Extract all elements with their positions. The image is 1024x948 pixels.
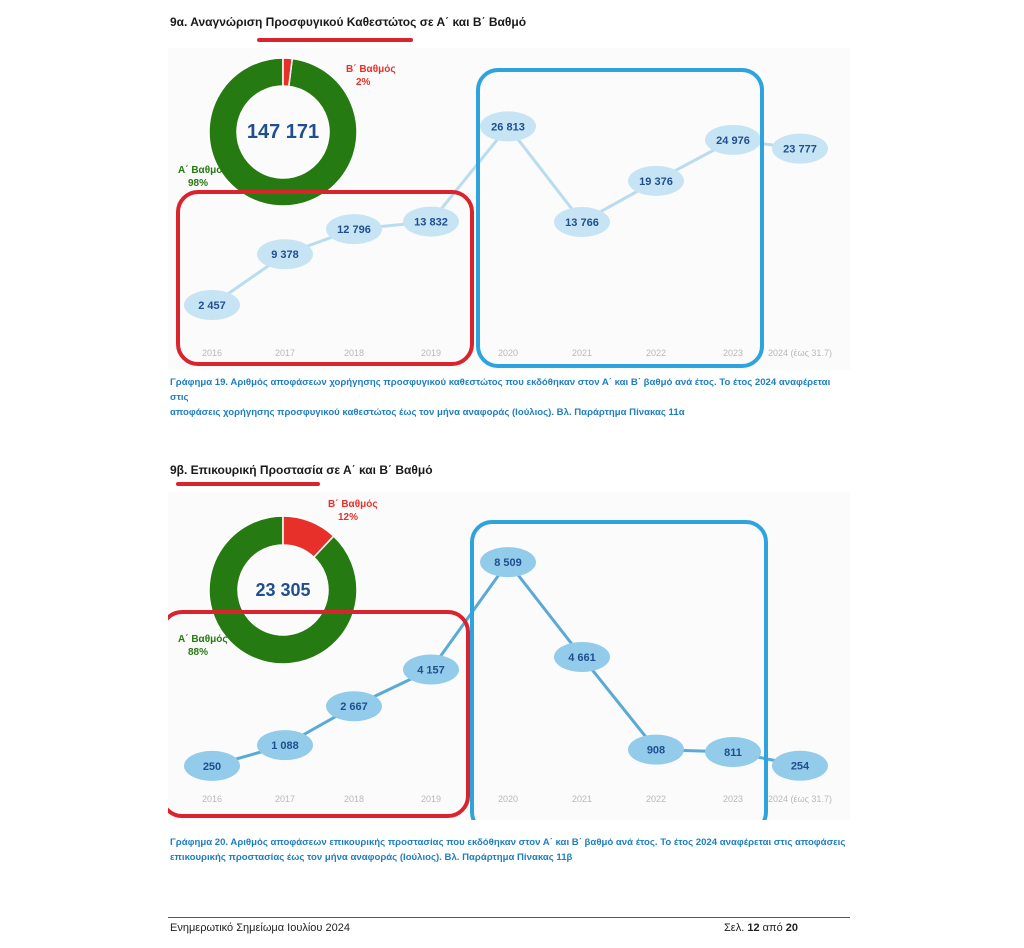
data-label: 4 661 [568,652,596,665]
data-point-2017 [257,239,313,269]
data-label: 12 796 [337,224,371,237]
subsidiary-protection-chart-svg [168,492,850,820]
data-point-2017 [257,730,313,760]
data-label: 1 088 [271,740,299,753]
x-tick-label: 2018 [343,794,365,804]
x-tick-label: 2024 (έως 31.7) [768,348,832,358]
series-line [212,126,800,305]
data-point-2016 [184,751,240,781]
donut-label-first-instance-percent: 88% [188,647,209,658]
caption-line: αποφάσεις χορήγησης προσφυγικού καθεστώτος έως τον μήνα αναφοράς (Ιούλιος). Βλ. Παράρτημα Πίνακας 11α [170,407,685,418]
data-label: 250 [202,760,222,773]
data-point-2022 [628,735,684,765]
x-tick-label: 2021 [571,348,593,358]
data-label: 4 157 [417,664,445,677]
caption-chart-20 [170,835,850,865]
x-tick-label: 2023 [722,794,744,804]
data-point-2018 [326,214,382,244]
donut-label-first-instance-name: Α΄ Βαθμός [178,634,228,645]
x-tick-label: 2020 [497,348,519,358]
data-point-2016 [184,290,240,320]
inset-donut-chart [178,58,396,206]
data-point-2024 (έως 31.7) [772,751,828,781]
page-total: 20 [785,922,799,934]
page-prefix: Σελ. [724,922,748,934]
page-current: 12 [747,922,760,934]
data-point-2019 [403,654,459,684]
data-label: 811 [724,746,742,759]
donut-label-second-instance-percent: 2% [356,77,371,88]
x-tick-label: 2022 [645,794,667,804]
data-label: 24 976 [716,134,750,147]
title-underline [176,482,320,486]
data-point-2020 [480,111,536,141]
donut-total-label: 147 171 [246,121,320,143]
inset-donut-chart [178,499,378,664]
x-tick-label: 2022 [645,348,667,358]
donut-total-label: 23 305 [255,580,311,600]
title-underline [257,38,413,42]
data-point-2024 (έως 31.7) [772,134,828,164]
donut-label-second-instance-name: Β΄ Βαθμός [328,499,378,510]
data-label: 19 376 [639,175,673,188]
data-label: 9 378 [271,249,299,262]
data-point-2023 [705,737,761,767]
x-tick-label: 2016 [201,348,223,358]
x-tick-label: 2024 (έως 31.7) [768,794,832,804]
data-label: 26 813 [491,121,525,134]
data-point-2018 [326,691,382,721]
donut-label-first-instance-percent: 98% [188,178,209,189]
data-label: 13 766 [565,217,599,230]
x-tick-label: 2021 [571,794,593,804]
data-label: 23 777 [783,143,817,156]
x-tick-label: 2023 [722,348,744,358]
x-tick-label: 2018 [343,348,365,358]
donut-label-second-instance-name: Β΄ Βαθμός [346,64,396,75]
data-point-2019 [403,207,459,237]
caption-line: Γράφημα 19. Αριθμός αποφάσεων χορήγησης προσφυγικού καθεστώτος που εκδόθηκαν στον Α΄ και Β΄ βαθμό ανά έτος. Το έτος 2024 αναφέρεται στις [170,377,831,403]
page-mid: από [759,922,786,934]
data-point-2021 [554,642,610,672]
caption-chart-19 [170,375,850,420]
data-point-2021 [554,207,610,237]
data-label: 2 457 [198,299,226,312]
x-tick-label: 2017 [274,794,296,804]
x-tick-label: 2019 [420,794,442,804]
footer-divider [168,917,850,918]
section-title-refugee: 9α. Αναγνώριση Προσφυγικού Καθεστώτος σε Α΄ και Β΄ Βαθμό [170,15,527,29]
x-tick-label: 2020 [497,794,519,804]
section-title-subsidiary: 9β. Επικουρική Προστασία σε Α΄ και Β΄ Βαθμό [170,463,433,477]
data-label: 2 667 [340,701,368,714]
data-label: 13 832 [414,216,448,229]
data-label: 8 509 [494,557,522,570]
data-label: 908 [646,744,666,757]
subsidiary-protection-chart [168,492,850,820]
refugee-status-chart [168,48,850,370]
footer-page-number [724,922,798,934]
caption-line: Γράφημα 20. Αριθμός αποφάσεων επικουρικής προστασίας που εκδόθηκαν στον Α΄ και Β΄ βαθμό ανά έτος. Το έτος 2024 αναφέρεται στις αποφάσεις [170,837,846,848]
data-point-2023 [705,125,761,155]
x-tick-label: 2019 [420,348,442,358]
x-tick-label: 2016 [201,794,223,804]
data-label: 254 [790,760,810,773]
caption-line: επικουρικής προστασίας έως τον μήνα αναφοράς (Ιούλιος). Βλ. Παράρτημα Πίνακας 11β [170,852,573,863]
data-point-2022 [628,166,684,196]
data-point-2020 [480,547,536,577]
donut-label-second-instance-percent: 12% [338,512,359,523]
donut-label-first-instance-name: Α΄ Βαθμός [178,165,228,176]
refugee-status-chart-svg [168,48,850,370]
x-tick-label: 2017 [274,348,296,358]
footer-document-title: Ενημερωτικό Σημείωμα Ιουλίου 2024 [170,922,350,934]
